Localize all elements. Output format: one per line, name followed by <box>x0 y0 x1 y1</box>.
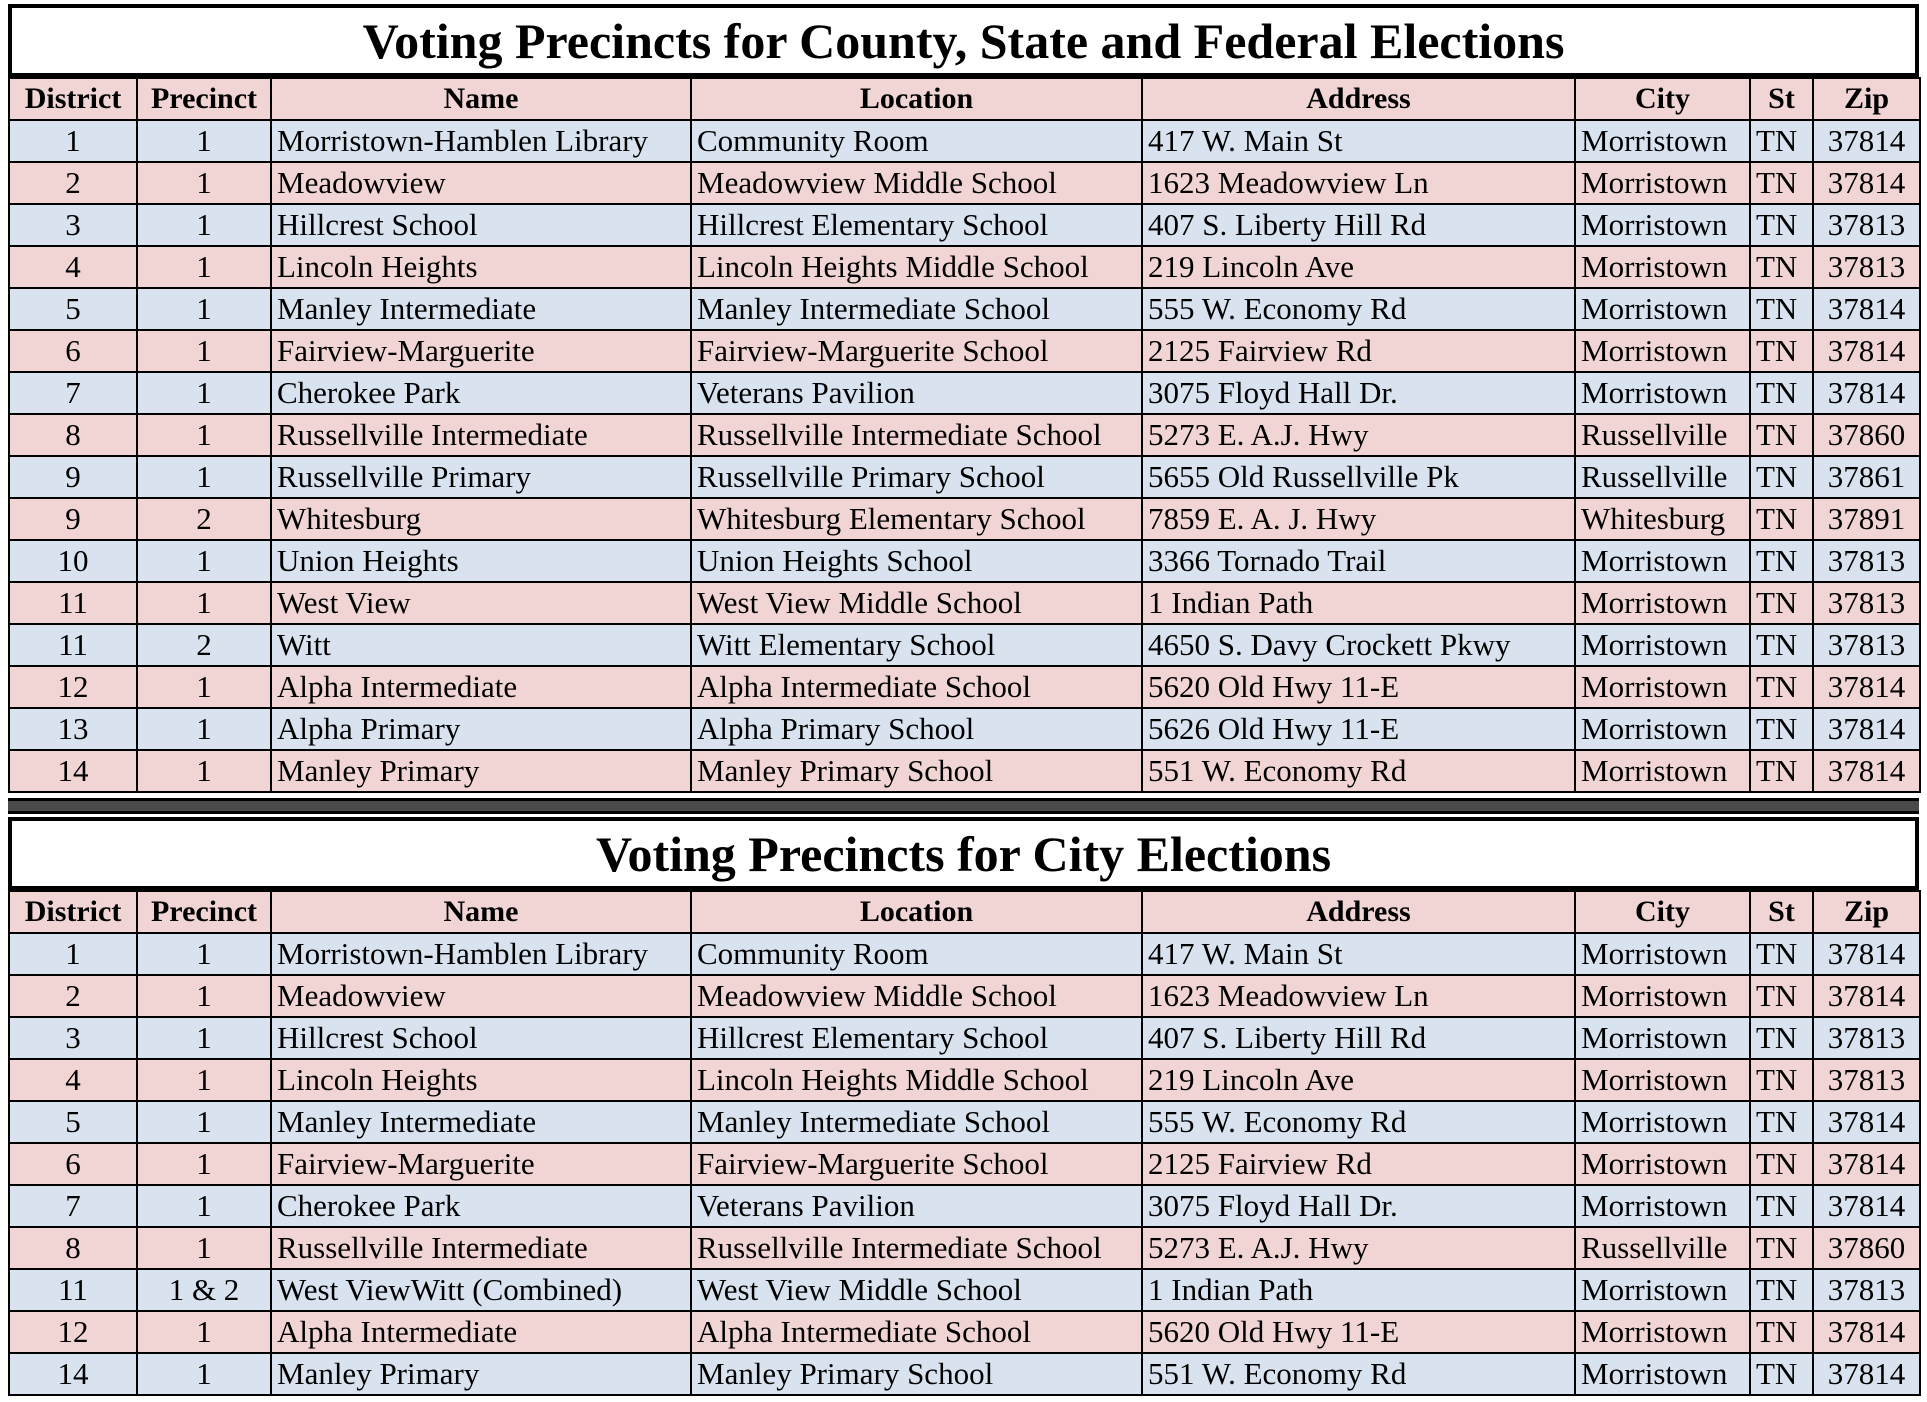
cell-zip: 37813 <box>1813 624 1920 666</box>
cell-state: TN <box>1750 372 1813 414</box>
cell-address: 5620 Old Hwy 11-E <box>1142 1311 1575 1353</box>
table-row <box>9 1353 1920 1395</box>
table-row <box>9 246 1920 288</box>
cell-address: 3075 Floyd Hall Dr. <box>1142 1185 1575 1227</box>
cell-zip: 37814 <box>1813 1353 1920 1395</box>
table-header-row <box>9 891 1920 933</box>
table-row <box>9 666 1920 708</box>
cell-zip: 37813 <box>1813 1059 1920 1101</box>
cell-city: Morristown <box>1575 1017 1750 1059</box>
table-row <box>9 204 1920 246</box>
cell-location: Russellville Primary School <box>691 456 1142 498</box>
column-header-name: Name <box>271 891 691 933</box>
cell-state: TN <box>1750 933 1813 975</box>
cell-name: Russellville Primary <box>271 456 691 498</box>
cell-address: 2125 Fairview Rd <box>1142 330 1575 372</box>
cell-precinct: 1 <box>137 582 271 624</box>
cell-name: West View <box>271 582 691 624</box>
cell-zip: 37891 <box>1813 498 1920 540</box>
cell-name: Hillcrest School <box>271 1017 691 1059</box>
cell-state: TN <box>1750 1143 1813 1185</box>
cell-zip: 37814 <box>1813 372 1920 414</box>
cell-location: Manley Intermediate School <box>691 288 1142 330</box>
cell-precinct: 1 <box>137 1185 271 1227</box>
cell-address: 1 Indian Path <box>1142 582 1575 624</box>
cell-city: Russellville <box>1575 414 1750 456</box>
cell-city: Russellville <box>1575 456 1750 498</box>
cell-state: TN <box>1750 750 1813 792</box>
table-row <box>9 582 1920 624</box>
cell-precinct: 1 <box>137 1311 271 1353</box>
table-row <box>9 1101 1920 1143</box>
cell-address: 417 W. Main St <box>1142 120 1575 162</box>
column-header-name: Name <box>271 78 691 120</box>
cell-zip: 37814 <box>1813 975 1920 1017</box>
cell-precinct: 1 <box>137 975 271 1017</box>
cell-location: Manley Primary School <box>691 1353 1142 1395</box>
cell-precinct: 1 <box>137 1227 271 1269</box>
cell-district: 1 <box>9 120 137 162</box>
cell-name: Alpha Primary <box>271 708 691 750</box>
cell-precinct: 1 <box>137 540 271 582</box>
cell-city: Morristown <box>1575 204 1750 246</box>
cell-name: Manley Primary <box>271 1353 691 1395</box>
cell-city: Morristown <box>1575 372 1750 414</box>
cell-precinct: 1 <box>137 750 271 792</box>
cell-location: Meadowview Middle School <box>691 975 1142 1017</box>
cell-district: 12 <box>9 666 137 708</box>
cell-district: 5 <box>9 288 137 330</box>
cell-address: 5273 E. A.J. Hwy <box>1142 1227 1575 1269</box>
cell-address: 219 Lincoln Ave <box>1142 1059 1575 1101</box>
column-header-precinct: Precinct <box>137 78 271 120</box>
cell-district: 11 <box>9 624 137 666</box>
cell-address: 407 S. Liberty Hill Rd <box>1142 1017 1575 1059</box>
county-elections-section <box>8 4 1919 793</box>
table-row <box>9 120 1920 162</box>
cell-zip: 37813 <box>1813 1017 1920 1059</box>
cell-city: Morristown <box>1575 1059 1750 1101</box>
cell-name: Hillcrest School <box>271 204 691 246</box>
table-row <box>9 750 1920 792</box>
cell-name: Lincoln Heights <box>271 246 691 288</box>
cell-state: TN <box>1750 498 1813 540</box>
cell-state: TN <box>1750 330 1813 372</box>
cell-district: 7 <box>9 1185 137 1227</box>
cell-state: TN <box>1750 162 1813 204</box>
cell-district: 1 <box>9 933 137 975</box>
cell-name: Manley Primary <box>271 750 691 792</box>
cell-address: 1 Indian Path <box>1142 1269 1575 1311</box>
column-header-location: Location <box>691 891 1142 933</box>
cell-city: Morristown <box>1575 540 1750 582</box>
cell-name: Union Heights <box>271 540 691 582</box>
cell-city: Morristown <box>1575 750 1750 792</box>
cell-district: 6 <box>9 330 137 372</box>
cell-name: Cherokee Park <box>271 372 691 414</box>
cell-precinct: 1 <box>137 456 271 498</box>
cell-district: 8 <box>9 414 137 456</box>
cell-zip: 37813 <box>1813 204 1920 246</box>
cell-name: Fairview-Marguerite <box>271 330 691 372</box>
cell-address: 5273 E. A.J. Hwy <box>1142 414 1575 456</box>
cell-city: Morristown <box>1575 624 1750 666</box>
cell-precinct: 1 <box>137 1059 271 1101</box>
table-row <box>9 975 1920 1017</box>
cell-district: 8 <box>9 1227 137 1269</box>
city-table-body <box>9 933 1920 1395</box>
cell-name: Whitesburg <box>271 498 691 540</box>
cell-zip: 37814 <box>1813 120 1920 162</box>
cell-address: 5655 Old Russellville Pk <box>1142 456 1575 498</box>
county-table-body <box>9 120 1920 792</box>
cell-state: TN <box>1750 456 1813 498</box>
cell-location: Manley Intermediate School <box>691 1101 1142 1143</box>
cell-address: 1623 Meadowview Ln <box>1142 162 1575 204</box>
section-divider <box>8 798 1919 814</box>
cell-precinct: 1 <box>137 1143 271 1185</box>
cell-zip: 37813 <box>1813 540 1920 582</box>
cell-name: Lincoln Heights <box>271 1059 691 1101</box>
cell-name: Russellville Intermediate <box>271 1227 691 1269</box>
cell-address: 7859 E. A. J. Hwy <box>1142 498 1575 540</box>
cell-city: Russellville <box>1575 1227 1750 1269</box>
cell-location: Lincoln Heights Middle School <box>691 1059 1142 1101</box>
cell-district: 4 <box>9 246 137 288</box>
column-header-location: Location <box>691 78 1142 120</box>
column-header-zip: Zip <box>1813 78 1920 120</box>
cell-address: 551 W. Economy Rd <box>1142 1353 1575 1395</box>
cell-precinct: 2 <box>137 498 271 540</box>
cell-location: West View Middle School <box>691 1269 1142 1311</box>
cell-precinct: 1 <box>137 1101 271 1143</box>
cell-location: Community Room <box>691 120 1142 162</box>
table-row <box>9 1143 1920 1185</box>
cell-zip: 37814 <box>1813 750 1920 792</box>
cell-location: Union Heights School <box>691 540 1142 582</box>
cell-name: Alpha Intermediate <box>271 666 691 708</box>
cell-precinct: 1 <box>137 162 271 204</box>
cell-precinct: 1 <box>137 120 271 162</box>
cell-state: TN <box>1750 246 1813 288</box>
cell-address: 555 W. Economy Rd <box>1142 288 1575 330</box>
cell-location: Hillcrest Elementary School <box>691 1017 1142 1059</box>
cell-state: TN <box>1750 1017 1813 1059</box>
cell-precinct: 1 <box>137 933 271 975</box>
column-header-district: District <box>9 891 137 933</box>
cell-address: 417 W. Main St <box>1142 933 1575 975</box>
cell-precinct: 1 <box>137 708 271 750</box>
cell-name: Morristown-Hamblen Library <box>271 120 691 162</box>
cell-district: 3 <box>9 204 137 246</box>
cell-name: West ViewWitt (Combined) <box>271 1269 691 1311</box>
cell-district: 6 <box>9 1143 137 1185</box>
table-row <box>9 1227 1920 1269</box>
cell-precinct: 1 <box>137 414 271 456</box>
table-row <box>9 624 1920 666</box>
table-row <box>9 162 1920 204</box>
cell-name: Fairview-Marguerite <box>271 1143 691 1185</box>
cell-address: 219 Lincoln Ave <box>1142 246 1575 288</box>
cell-state: TN <box>1750 540 1813 582</box>
cell-city: Morristown <box>1575 288 1750 330</box>
cell-zip: 37814 <box>1813 708 1920 750</box>
cell-zip: 37814 <box>1813 1101 1920 1143</box>
cell-location: Veterans Pavilion <box>691 372 1142 414</box>
cell-address: 555 W. Economy Rd <box>1142 1101 1575 1143</box>
table-row <box>9 1185 1920 1227</box>
cell-address: 1623 Meadowview Ln <box>1142 975 1575 1017</box>
table-row <box>9 498 1920 540</box>
cell-city: Morristown <box>1575 1269 1750 1311</box>
cell-name: Manley Intermediate <box>271 1101 691 1143</box>
cell-location: Russellville Intermediate School <box>691 414 1142 456</box>
cell-state: TN <box>1750 120 1813 162</box>
cell-zip: 37860 <box>1813 1227 1920 1269</box>
cell-location: Fairview-Marguerite School <box>691 330 1142 372</box>
cell-city: Morristown <box>1575 1311 1750 1353</box>
table-row <box>9 456 1920 498</box>
cell-district: 2 <box>9 975 137 1017</box>
cell-state: TN <box>1750 1059 1813 1101</box>
city-elections-title: Voting Precincts for City Elections <box>8 817 1919 890</box>
cell-name: Manley Intermediate <box>271 288 691 330</box>
cell-state: TN <box>1750 1101 1813 1143</box>
cell-zip: 37813 <box>1813 246 1920 288</box>
cell-address: 5620 Old Hwy 11-E <box>1142 666 1575 708</box>
cell-location: Witt Elementary School <box>691 624 1142 666</box>
cell-location: Whitesburg Elementary School <box>691 498 1142 540</box>
cell-city: Morristown <box>1575 708 1750 750</box>
cell-precinct: 1 <box>137 288 271 330</box>
cell-precinct: 1 <box>137 1017 271 1059</box>
cell-state: TN <box>1750 582 1813 624</box>
cell-zip: 37813 <box>1813 582 1920 624</box>
cell-location: Hillcrest Elementary School <box>691 204 1142 246</box>
cell-district: 7 <box>9 372 137 414</box>
county-elections-title: Voting Precincts for County, State and Federal Elections <box>8 4 1919 77</box>
cell-city: Morristown <box>1575 1101 1750 1143</box>
table-row <box>9 708 1920 750</box>
cell-location: Russellville Intermediate School <box>691 1227 1142 1269</box>
cell-district: 9 <box>9 456 137 498</box>
cell-precinct: 1 <box>137 204 271 246</box>
cell-name: Morristown-Hamblen Library <box>271 933 691 975</box>
cell-city: Morristown <box>1575 975 1750 1017</box>
column-header-address: Address <box>1142 891 1575 933</box>
cell-district: 10 <box>9 540 137 582</box>
cell-state: TN <box>1750 414 1813 456</box>
table-row <box>9 1269 1920 1311</box>
cell-city: Morristown <box>1575 933 1750 975</box>
cell-zip: 37813 <box>1813 1269 1920 1311</box>
cell-district: 3 <box>9 1017 137 1059</box>
cell-district: 12 <box>9 1311 137 1353</box>
table-row <box>9 330 1920 372</box>
cell-district: 14 <box>9 750 137 792</box>
table-row <box>9 1059 1920 1101</box>
cell-district: 13 <box>9 708 137 750</box>
cell-city: Morristown <box>1575 1353 1750 1395</box>
county-elections-table <box>8 77 1921 793</box>
cell-name: Witt <box>271 624 691 666</box>
cell-address: 5626 Old Hwy 11-E <box>1142 708 1575 750</box>
cell-state: TN <box>1750 204 1813 246</box>
table-row <box>9 288 1920 330</box>
cell-state: TN <box>1750 288 1813 330</box>
cell-address: 3366 Tornado Trail <box>1142 540 1575 582</box>
cell-district: 9 <box>9 498 137 540</box>
column-header-city: City <box>1575 78 1750 120</box>
table-row <box>9 414 1920 456</box>
cell-city: Morristown <box>1575 120 1750 162</box>
table-row <box>9 372 1920 414</box>
cell-name: Meadowview <box>271 162 691 204</box>
table-row <box>9 933 1920 975</box>
column-header-state: St <box>1750 891 1813 933</box>
cell-state: TN <box>1750 1185 1813 1227</box>
cell-state: TN <box>1750 975 1813 1017</box>
column-header-address: Address <box>1142 78 1575 120</box>
table-row <box>9 1311 1920 1353</box>
cell-state: TN <box>1750 708 1813 750</box>
cell-zip: 37814 <box>1813 1311 1920 1353</box>
cell-precinct: 1 <box>137 372 271 414</box>
cell-district: 5 <box>9 1101 137 1143</box>
cell-zip: 37814 <box>1813 330 1920 372</box>
city-elections-section <box>8 817 1919 1396</box>
cell-zip: 37814 <box>1813 666 1920 708</box>
column-header-zip: Zip <box>1813 891 1920 933</box>
cell-location: Manley Primary School <box>691 750 1142 792</box>
cell-location: Alpha Intermediate School <box>691 1311 1142 1353</box>
cell-location: Lincoln Heights Middle School <box>691 246 1142 288</box>
cell-city: Morristown <box>1575 246 1750 288</box>
column-header-district: District <box>9 78 137 120</box>
cell-location: Alpha Primary School <box>691 708 1142 750</box>
cell-zip: 37814 <box>1813 1143 1920 1185</box>
cell-zip: 37860 <box>1813 414 1920 456</box>
cell-precinct: 1 <box>137 246 271 288</box>
cell-state: TN <box>1750 1227 1813 1269</box>
cell-address: 2125 Fairview Rd <box>1142 1143 1575 1185</box>
cell-city: Morristown <box>1575 666 1750 708</box>
cell-state: TN <box>1750 1311 1813 1353</box>
table-row <box>9 1017 1920 1059</box>
cell-name: Alpha Intermediate <box>271 1311 691 1353</box>
cell-city: Morristown <box>1575 1185 1750 1227</box>
column-header-precinct: Precinct <box>137 891 271 933</box>
cell-name: Meadowview <box>271 975 691 1017</box>
cell-state: TN <box>1750 1269 1813 1311</box>
cell-address: 551 W. Economy Rd <box>1142 750 1575 792</box>
column-header-state: St <box>1750 78 1813 120</box>
cell-zip: 37861 <box>1813 456 1920 498</box>
cell-address: 4650 S. Davy Crockett Pkwy <box>1142 624 1575 666</box>
cell-city: Morristown <box>1575 1143 1750 1185</box>
cell-precinct: 1 <box>137 1353 271 1395</box>
cell-district: 14 <box>9 1353 137 1395</box>
cell-precinct: 1 & 2 <box>137 1269 271 1311</box>
cell-state: TN <box>1750 1353 1813 1395</box>
cell-location: West View Middle School <box>691 582 1142 624</box>
cell-location: Meadowview Middle School <box>691 162 1142 204</box>
cell-location: Community Room <box>691 933 1142 975</box>
cell-location: Alpha Intermediate School <box>691 666 1142 708</box>
cell-name: Russellville Intermediate <box>271 414 691 456</box>
cell-city: Morristown <box>1575 162 1750 204</box>
cell-name: Cherokee Park <box>271 1185 691 1227</box>
cell-city: Morristown <box>1575 582 1750 624</box>
cell-zip: 37814 <box>1813 933 1920 975</box>
cell-state: TN <box>1750 624 1813 666</box>
cell-city: Whitesburg <box>1575 498 1750 540</box>
cell-district: 4 <box>9 1059 137 1101</box>
table-header-row <box>9 78 1920 120</box>
cell-district: 11 <box>9 1269 137 1311</box>
cell-location: Veterans Pavilion <box>691 1185 1142 1227</box>
cell-state: TN <box>1750 666 1813 708</box>
cell-zip: 37814 <box>1813 1185 1920 1227</box>
cell-location: Fairview-Marguerite School <box>691 1143 1142 1185</box>
cell-precinct: 1 <box>137 330 271 372</box>
city-elections-table <box>8 890 1921 1396</box>
cell-district: 11 <box>9 582 137 624</box>
cell-precinct: 2 <box>137 624 271 666</box>
cell-zip: 37814 <box>1813 288 1920 330</box>
cell-district: 2 <box>9 162 137 204</box>
cell-city: Morristown <box>1575 330 1750 372</box>
table-row <box>9 540 1920 582</box>
cell-precinct: 1 <box>137 666 271 708</box>
cell-address: 3075 Floyd Hall Dr. <box>1142 372 1575 414</box>
cell-address: 407 S. Liberty Hill Rd <box>1142 204 1575 246</box>
column-header-city: City <box>1575 891 1750 933</box>
cell-zip: 37814 <box>1813 162 1920 204</box>
